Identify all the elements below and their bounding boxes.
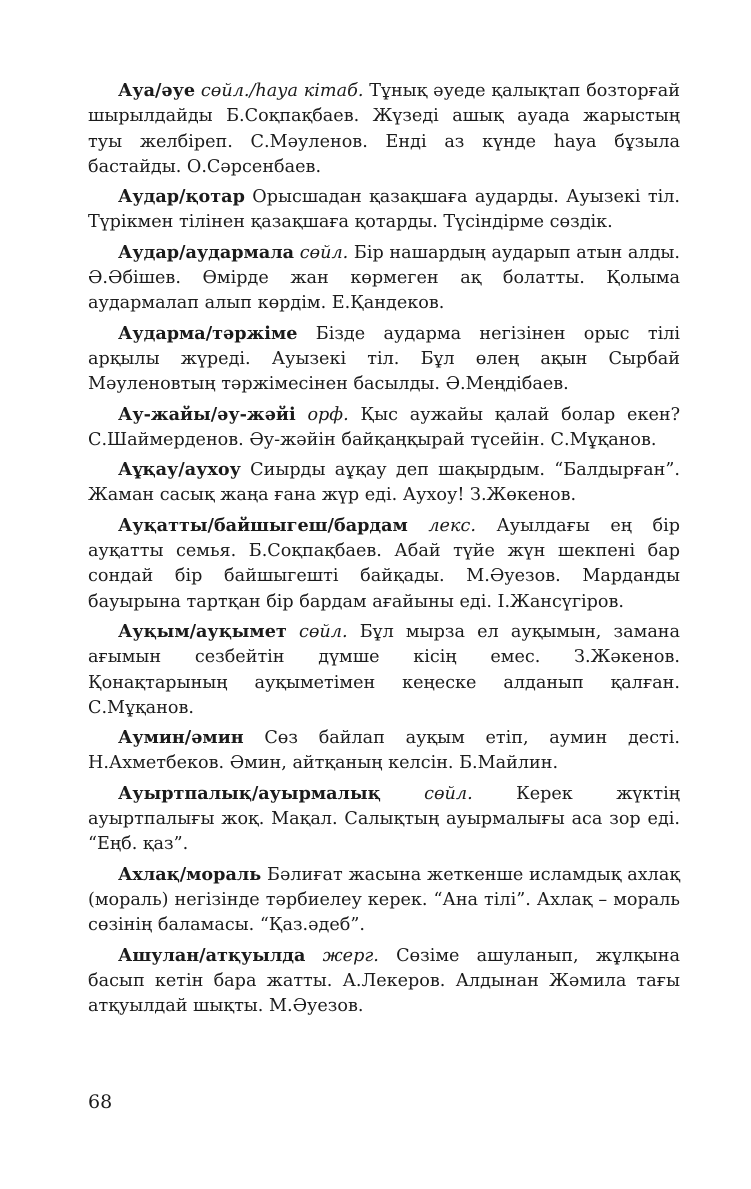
entry-headword: Ауқатты/байшыгеш/бардам [118,514,408,536]
entry-text: Ауылдағы ең бір ауқатты семья. Б.Соқпақбаев. Абай түйе жүн шекпені бар сондай бір байшыгешті байқады. М.Әуезов. Марданды бауырына тартқан бір бардам ағайыны еді. І.Жансүгіров. [88,515,681,612]
entry-label: сөйл. [298,621,348,642]
entry-list [88,78,680,1023]
entry-headword: Ауа/әуе [118,80,196,101]
entry-text: Сөз байлап ауқым етіп, аумин десті. Н.Ахметбеков. Әмин, айтқаның келсін. Б.Майлин. [88,728,681,774]
page-number: 68 [88,1091,113,1113]
dictionary-entry [88,240,680,317]
entry-headword: Аудар/қотар [118,186,245,208]
entry-text: Сиырды аұқау деп шақырдым. “Балдырған”. Жаман сасық жаңа ғана жүр еді. Аухоу! З.Жөкенов. [88,460,680,506]
dictionary-entry [88,457,680,509]
entry-text: Бұл мырза ел ауқымын, замана ағымын сезбейтін дүмше кісің емес. З.Жәкенов. Қонақтарының ауқыметімен кеңеске алданып қалған. С.Мұқанов. [88,621,681,718]
entry-headword: Ауқым/ауқымет [118,620,287,642]
entry-text: Керек жүктің ауыртпалығы жоқ. Мақал. Салықтың ауырмалығы аса зор еді. “Еңб. қаз”. [88,783,680,855]
entry-label: сөйл./һауа кітаб. [200,81,364,101]
dictionary-entry [88,862,680,939]
dictionary-entry [88,513,680,615]
entry-headword: Ауыртпалық/ауырмалық [118,782,381,804]
entry-label: жерг. [322,945,379,966]
dictionary-entry [88,781,680,858]
entry-headword: Аудар/аудармала [118,241,295,263]
entry-text: Тұнық әуеде қалықтап бозторғай шырылдайды Б.Соқпақбаев. Жүзеді ашық ауада жарыстың туы желбіреп. С.Мәуленов. Енді аз күнде һауа бұзыла бастайды. О.Сәрсенбаев. [88,81,681,177]
dictionary-entry [88,725,680,777]
entry-text: Сөзіме ашуланып, жұлқына басып кетін бара жатты. А.Лекеров. Алдынан Жәмила тағы атқуылдай шықты. М.Әуезов. [88,945,681,1017]
dictionary-entry [88,184,680,236]
entry-headword: Ахлақ/мораль [118,863,262,885]
entry-text: Бір нашардың аударып атын алды. Ә.Әбішев. Өмірде жан көрмеген ақ болатты. Қолыма аудармалап алып көрдім. Е.Қандеков. [88,242,680,314]
entry-headword: Аұқау/аухоу [118,459,241,481]
entry-headword: Аумин/әмин [118,727,244,749]
entry-text: Бізде аударма негізінен орыс тілі арқылы жүреді. Ауызекі тіл. Бұл өлең ақын Сырбай Мәуленовтың тәржімесінен басылды. Ә.Меңдібаев. [88,323,681,395]
entry-text: Орысшадан қазақшаға аударды. Ауызекі тіл. Түрікмен тілінен қазақшаға қотарды. Түсіндірме сөздік. [88,187,680,233]
dictionary-entry [88,78,680,180]
entry-text: Қыс аужайы қалай болар екен? С.Шаймерденов. Әу-жәйін байқаңқырай түсейін. С.Мұқанов. [88,404,681,450]
entry-headword: Аударма/тәржіме [118,322,298,344]
entry-text: Бәлиғат жасына жеткенше исламдық ахлақ (мораль) негізінде тәрбиелеу керек. “Ана тілі”. Ахлақ – мораль сөзінің баламасы. “Қаз.әдеб”. [88,864,680,936]
entry-label: лекс. [428,515,476,536]
entry-label: сөйл. [299,242,349,263]
dictionary-entry [88,943,680,1020]
dictionary-entry [88,321,680,398]
dictionary-entry [88,402,680,454]
entry-label: сөйл. [424,783,473,804]
entry-headword: Ау-жайы/әу-жәйі [118,403,296,425]
dictionary-entry [88,619,680,721]
entry-headword: Ашулан/атқуылда [118,944,306,966]
entry-label: орф. [307,404,349,425]
